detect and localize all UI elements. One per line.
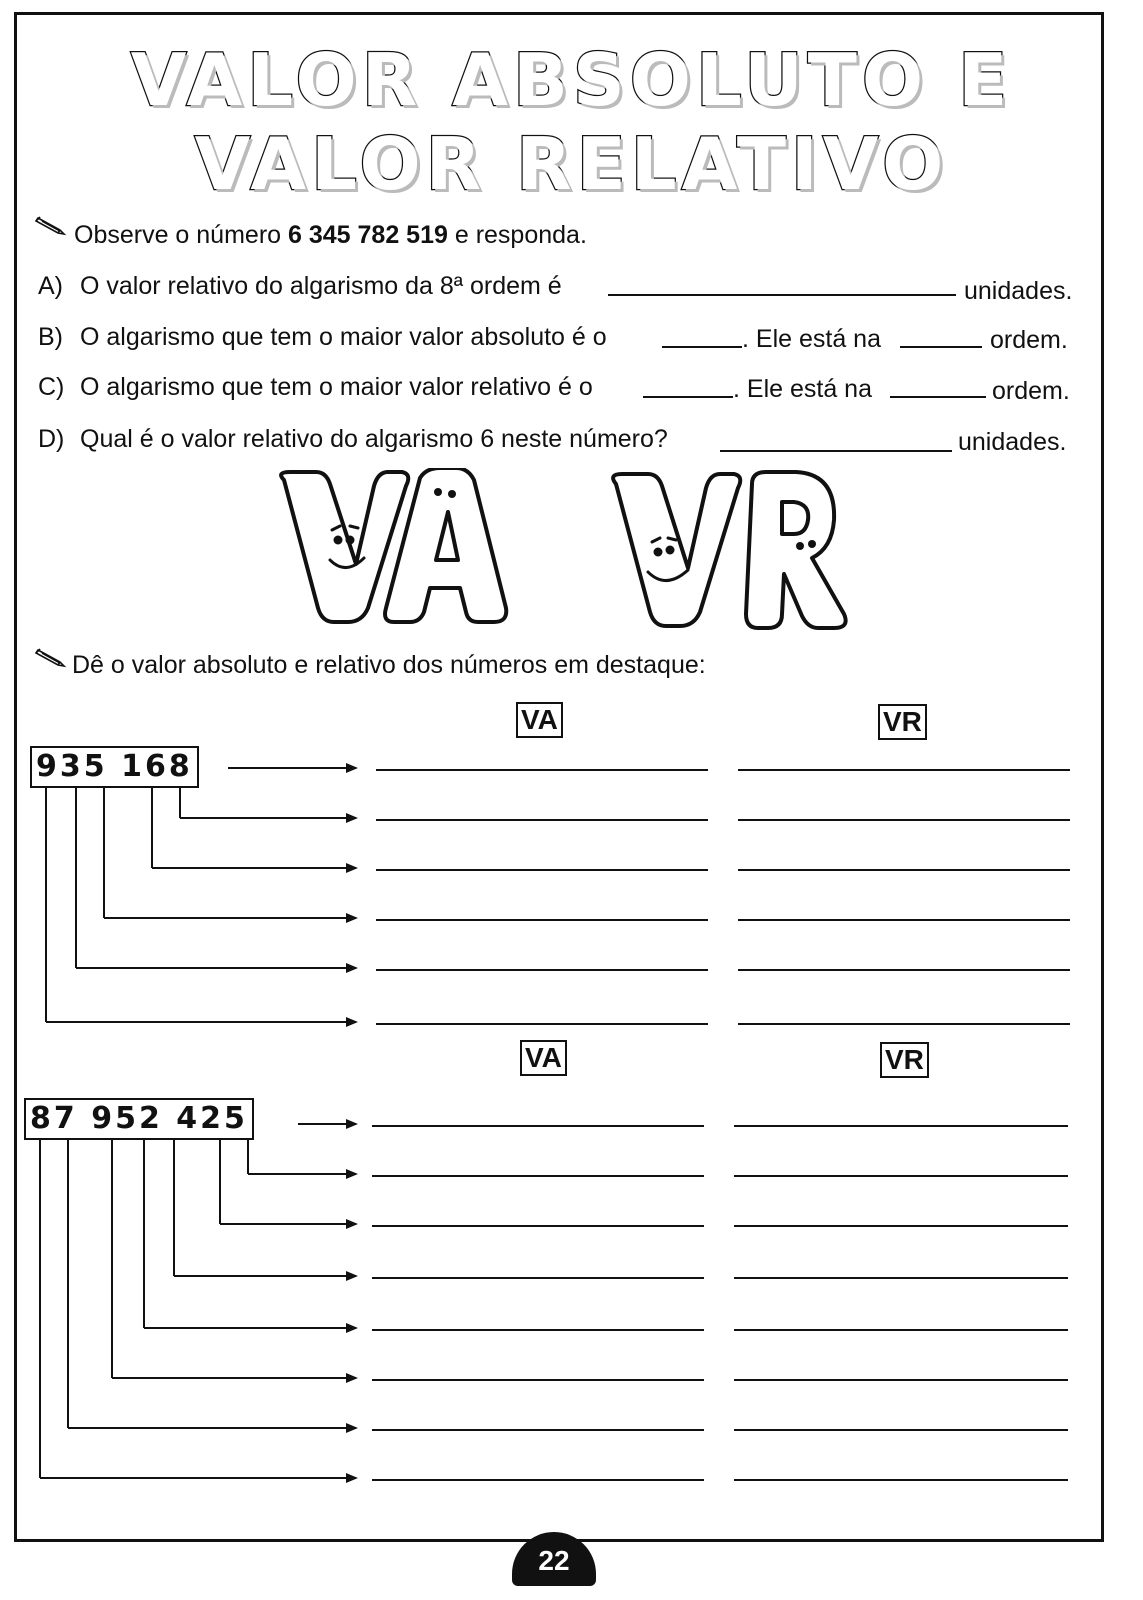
va-answer-line[interactable] [372, 1329, 704, 1331]
question-b-suffix: ordem. [990, 326, 1068, 354]
question-a-label: A) [38, 272, 63, 300]
arrow-head-icon [346, 1323, 358, 1333]
question-b-label: B) [38, 323, 63, 351]
question-b-middle: . Ele está na [742, 325, 881, 353]
arrow-head-icon [346, 1219, 358, 1229]
question-d-label: D) [38, 425, 65, 453]
va-answer-line[interactable] [372, 1175, 704, 1177]
arrow-head-icon [346, 1373, 358, 1383]
arrow-head-icon [346, 1271, 358, 1281]
vr-column-header: VR [878, 704, 927, 740]
exercise-2-instruction: Dê o valor absoluto e relativo dos números em destaque: [72, 651, 706, 679]
arrow-head-icon [346, 1017, 358, 1027]
vr-answer-line[interactable] [738, 819, 1070, 821]
question-c-label: C) [38, 373, 65, 401]
vr-answer-line[interactable] [734, 1379, 1068, 1381]
va-answer-line[interactable] [376, 869, 708, 871]
vr-answer-line[interactable] [738, 969, 1070, 971]
arrow-head-icon [346, 963, 358, 973]
question-d-suffix: unidades. [958, 428, 1067, 456]
vr-answer-line[interactable] [734, 1429, 1068, 1431]
vr-column-header-2: VR [880, 1042, 929, 1078]
va-column-header-2: VA [520, 1040, 567, 1076]
vr-answer-line[interactable] [738, 1023, 1070, 1025]
instruction-post: e responda. [454, 221, 587, 249]
vr-answer-line[interactable] [738, 769, 1070, 771]
page-title-line-2: VALOR RELATIVO [194, 122, 949, 206]
va-answer-line[interactable] [376, 1023, 708, 1025]
vr-answer-line[interactable] [738, 919, 1070, 921]
arrow-head-icon [346, 1473, 358, 1483]
question-a-text: O valor relativo do algarismo da 8ª ordem é [80, 272, 562, 300]
question-d-text: Qual é o valor relativo do algarismo 6 neste número? [80, 425, 668, 453]
va-answer-line[interactable] [376, 819, 708, 821]
va-answer-line[interactable] [372, 1429, 704, 1431]
question-a-suffix: unidades. [964, 277, 1073, 305]
arrow-head-icon [346, 1119, 358, 1129]
arrow-head-icon [346, 813, 358, 823]
number-box-2: 87 952 425 [24, 1098, 254, 1140]
va-column-header: VA [516, 702, 563, 738]
vr-answer-line[interactable] [734, 1277, 1068, 1279]
number-box-1: 935 168 [30, 746, 199, 788]
va-answer-line[interactable] [372, 1225, 704, 1227]
arrow-head-icon [346, 1423, 358, 1433]
va-answer-line[interactable] [372, 1379, 704, 1381]
vr-answer-line[interactable] [734, 1125, 1068, 1127]
va-answer-line[interactable] [376, 969, 708, 971]
vr-answer-line[interactable] [734, 1329, 1068, 1331]
va-answer-line[interactable] [376, 769, 708, 771]
question-c-middle: . Ele está na [733, 375, 872, 403]
page-title-line-1: VALOR ABSOLUTO E [130, 38, 1013, 122]
arrow-head-icon [346, 763, 358, 773]
question-b-text: O algarismo que tem o maior valor absoluto é o [80, 323, 607, 351]
arrow-head-icon [346, 1169, 358, 1179]
instruction-pre: Observe o número [74, 221, 282, 249]
va-answer-line[interactable] [372, 1277, 704, 1279]
arrow-head-icon [346, 863, 358, 873]
question-c-text: O algarismo que tem o maior valor relativo é o [80, 373, 593, 401]
vr-answer-line[interactable] [734, 1225, 1068, 1227]
vr-answer-line[interactable] [734, 1479, 1068, 1481]
va-answer-line[interactable] [372, 1479, 704, 1481]
highlighted-number: 6 345 782 519 [288, 221, 448, 249]
vr-answer-line[interactable] [738, 869, 1070, 871]
question-c-suffix: ordem. [992, 377, 1070, 405]
vr-answer-line[interactable] [734, 1175, 1068, 1177]
va-answer-line[interactable] [372, 1125, 704, 1127]
page-number: 22 [512, 1532, 596, 1586]
arrow-head-icon [346, 913, 358, 923]
va-answer-line[interactable] [376, 919, 708, 921]
